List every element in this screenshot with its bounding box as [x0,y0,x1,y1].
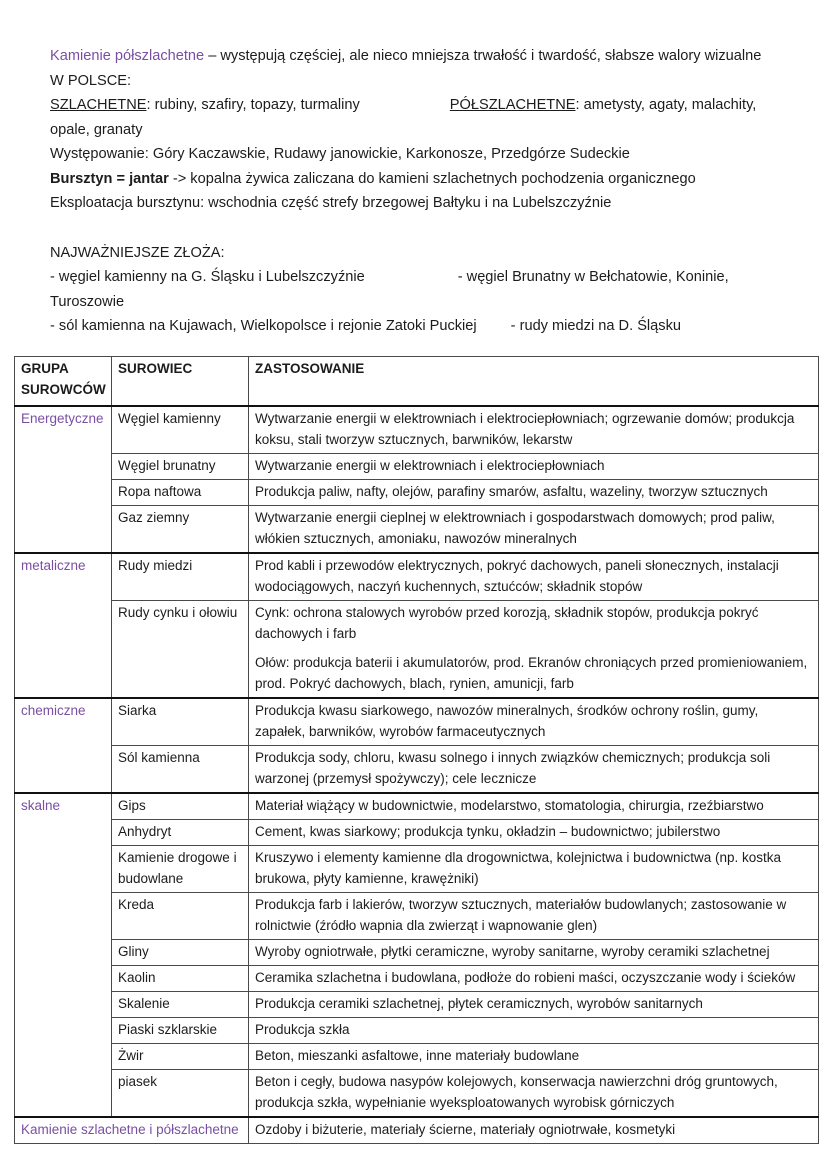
use-cell: Produkcja ceramiki szlachetnej, płytek ceramicznych, wyrobów sanitarnych [249,991,819,1017]
amber-term: Bursztyn = jantar [50,170,169,187]
deposits-row-1 [50,265,800,314]
use-cell: Produkcja sody, chloru, kwasu solnego i innych związków chemicznych; produkcja soli warzonej (przemysł spożywczy); cele lecznicze [249,745,819,793]
intro-line-semiprecious [50,44,800,69]
use-cell: Kruszywo i elementy kamienne dla drogownictwa, kolejnictwa i budownictwa (np. kostka brukowa, płyty kamienne, krawężniki) [249,845,819,892]
header-use: ZASTOSOWANIE [249,356,819,406]
use-cell: Materiał wiążący w budownictwie, modelarstwo, stomatologia, chirurgia, rzeźbiarstwo [249,793,819,820]
table-row [15,892,819,939]
semiprecious-list: : ametysty, agaty, malachity, opale, granaty [50,97,757,138]
use-paragraph-zinc: Cynk: ochrona stalowych wyrobów przed korozją, składnik stopów, produkcja pokryć dachowych i farb [255,605,759,641]
material-cell: Rudy miedzi [112,553,249,601]
use-cell: Produkcja szkła [249,1017,819,1043]
table-row [15,453,819,479]
resources-table [14,356,819,1144]
material-cell: Skalenie [112,991,249,1017]
material-cell: Rudy cynku i ołowiu [112,600,249,698]
table-row [15,1117,819,1144]
material-cell: Gliny [112,939,249,965]
table-row [15,698,819,746]
group-cell-chemiczne: chemiczne [15,698,112,793]
use-cell: Ozdoby i biżuterie, materiały ścierne, materiały ogniotrwałe, kosmetyki [249,1117,819,1144]
deposit-coal: - węgiel kamienny na G. Śląsku i Lubelszczyźnie [50,269,365,285]
deposits-row-2 [50,314,800,339]
use-cell: Wyroby ogniotrwałe, płytki ceramiczne, wyroby sanitarne, wyroby ceramiki szlachetnej [249,939,819,965]
intro-line-amber [50,167,800,192]
material-cell: Sól kamienna [112,745,249,793]
use-cell: Wytwarzanie energii cieplnej w elektrowniach i gospodarstwach domowych; prod paliw, włókien sztucznych, amoniaku, nawozów mineralnych [249,505,819,553]
intro-line-in-poland: W POLSCE: [50,72,132,89]
group-cell-metaliczne: metaliczne [15,553,112,698]
table-row [15,845,819,892]
precious-list: : rubiny, szafiry, topazy, turmaliny [146,97,360,113]
use-cell: Cement, kwas siarkowy; produkcja tynku, okładzin – budownictwo; jubilerstwo [249,819,819,845]
table-row [15,939,819,965]
table-row [15,600,819,698]
material-cell: Kaolin [112,965,249,991]
material-cell: Siarka [112,698,249,746]
use-cell: Beton i cegły, budowa nasypów kolejowych, konserwacja nawierzchni dróg gruntowych, produkcja szkła, wypełnianie wyeksploatowanych wyrobisk górniczych [249,1069,819,1117]
header-material: SUROWIEC [112,356,249,406]
table-row [15,1017,819,1043]
deposit-copper: - rudy miedzi na D. Śląsku [510,318,681,334]
header-group: GRUPA SUROWCÓW [15,356,112,406]
semiprecious-description: – występują częściej, ale nieco mniejsza trwałość i twardość, słabsze walory wizualne [204,48,762,64]
intro-line-stone-types [50,93,800,142]
table-row [15,1043,819,1069]
material-cell: piasek [112,1069,249,1117]
precious-label: SZLACHETNE [50,97,147,113]
semiprecious-title: Kamienie półszlachetne [50,48,205,64]
material-cell: Węgiel kamienny [112,406,249,454]
group-cell-skalne: skalne [15,793,112,1117]
amber-definition: -> kopalna żywica zaliczana do kamieni szlachetnych pochodzenia organicznego [168,170,696,187]
use-cell: Prod kabli i przewodów elektrycznych, pokryć dachowych, paneli słonecznych, instalacji wodociągowych, naczyń kuchennych, sztućców; składnik stopów [249,553,819,601]
use-paragraph-lead: Ołów: produkcja baterii i akumulatorów, prod. Ekranów chroniących przed promieniowaniem, prod. Pokryć dachowych, blach, rynien, amunicji, farb [255,655,808,691]
deposit-salt: - sól kamienna na Kujawach, Wielkopolsce i rejonie Zatoki Puckiej [50,318,477,334]
deposit-lignite: - węgiel Brunatny w Bełchatowie, Koninie, Turoszowie [50,269,729,310]
intro-line-amber-exploitation: Eksploatacja bursztynu: wschodnia część strefy brzegowej Bałtyku i na Lubelszczyźnie [50,195,612,211]
table-row [15,479,819,505]
material-cell: Piaski szklarskie [112,1017,249,1043]
deposits-heading: NAJWAŻNIEJSZE ZŁOŻA: [50,244,225,261]
use-cell: Wytwarzanie energii w elektrowniach i elektrociepłowniach [249,453,819,479]
group-cell-kamienie-szlachetne: Kamienie szlachetne i półszlachetne [15,1117,249,1144]
table-header-row [15,356,819,406]
table-row [15,991,819,1017]
use-cell: Ceramika szlachetna i budowlana, podłoże do robieni maści, oczyszczanie wody i ścieków [249,965,819,991]
material-cell: Kreda [112,892,249,939]
use-cell: Wytwarzanie energii w elektrowniach i elektrociepłowniach; ogrzewanie domów; produkcja koksu, stali tworzyw sztucznych, barwników, lekarstw [249,406,819,454]
semiprecious-label: PÓŁSZLACHETNE [449,97,576,113]
intro-section [0,0,828,339]
material-cell: Kamienie drogowe i budowlane [112,845,249,892]
use-cell: Beton, mieszanki asfaltowe, inne materiały budowlane [249,1043,819,1069]
use-cell: Produkcja kwasu siarkowego, nawozów mineralnych, środków ochrony roślin, gumy, zapałek, barwników, wyrobów farmaceutycznych [249,698,819,746]
material-cell: Węgiel brunatny [112,453,249,479]
table-row [15,745,819,793]
table-row [15,505,819,553]
table-row [15,965,819,991]
material-cell: Ropa naftowa [112,479,249,505]
material-cell: Gips [112,793,249,820]
use-cell [249,600,819,698]
use-cell: Produkcja paliw, nafty, olejów, parafiny smarów, asfaltu, wazeliny, tworzyw sztucznych [249,479,819,505]
table-row [15,406,819,454]
table-row [15,793,819,820]
use-cell: Produkcja farb i lakierów, tworzyw sztucznych, materiałów budowlanych; zastosowanie w rolnictwie (źródło wapnia dla zwierząt i wapnowanie glen) [249,892,819,939]
table-row [15,819,819,845]
deposits-section [50,241,800,339]
material-cell: Anhydryt [112,819,249,845]
material-cell: Żwir [112,1043,249,1069]
table-row [15,553,819,601]
table-row [15,1069,819,1117]
group-cell-energetyczne: Energetyczne [15,406,112,553]
material-cell: Gaz ziemny [112,505,249,553]
intro-line-occurrence: Występowanie: Góry Kaczawskie, Rudawy janowickie, Karkonosze, Przedgórze Sudeckie [50,146,630,162]
